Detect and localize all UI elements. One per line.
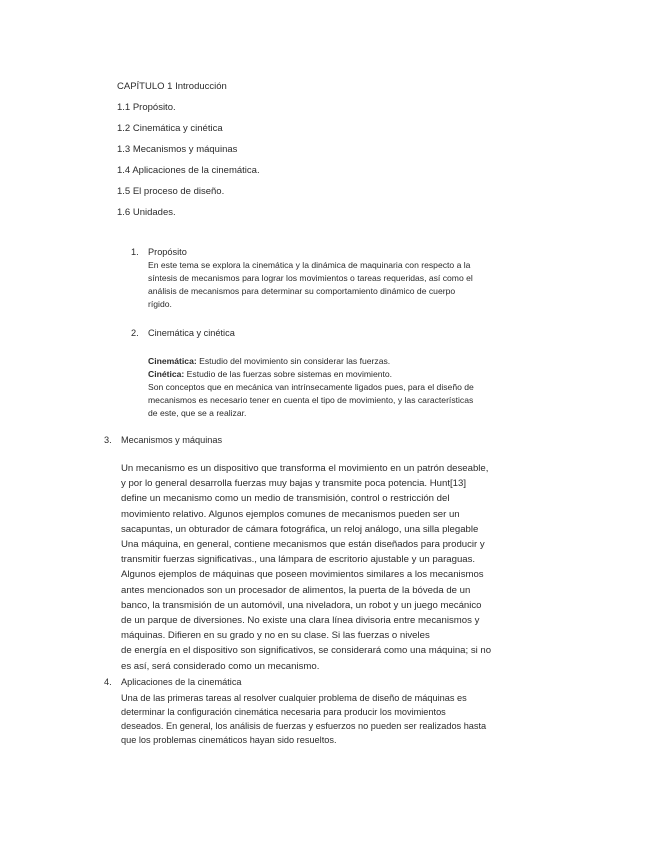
paragraph-line: que los problemas cinemáticos hayan sido resueltos. — [121, 735, 337, 745]
definition-term: Cinética: — [148, 369, 185, 379]
section-3-heading: Mecanismos y máquinas — [121, 435, 223, 445]
paragraph-line: define un mecanismo como un medio de transmisión, control o restricción del — [121, 493, 450, 505]
section-4-body — [121, 691, 486, 747]
paragraph-line: de energía en el dispositivo son significativos, se considerará como una máquina; si no — [121, 645, 492, 657]
paragraph-line: En este tema se explora la cinemática y la dinámica de maquinaria con respecto a la — [148, 260, 471, 270]
paragraph-line: mecanismos es necesario tener en cuenta el tipo de movimiento, y las características — [148, 395, 474, 405]
section-2-number: 2. — [131, 328, 139, 338]
paragraph-line: Una máquina, en general, contiene mecanismos que están diseñados para producir y — [121, 539, 485, 551]
paragraph-line: Algunos ejemplos de máquinas que poseen movimientos similares a los mecanismos — [121, 569, 484, 581]
toc-item: 1.4 Aplicaciones de la cinemática. — [117, 165, 260, 176]
paragraph-line: Son conceptos que en mecánica van intrínsecamente ligados pues, para el diseño de — [148, 382, 474, 392]
paragraph-line: y por lo general desarrolla fuerzas muy bajas y transmite poca potencia. Hunt[13] — [121, 478, 467, 490]
paragraph-line: Una de las primeras tareas al resolver cualquier problema de diseño de máquinas es — [121, 693, 467, 703]
paragraph-line: rígido. — [148, 299, 172, 309]
section-4-heading: Aplicaciones de la cinemática — [121, 677, 242, 687]
toc-chapter-title: CAPÍTULO 1 Introducción — [117, 81, 227, 92]
section-2-body — [148, 355, 474, 420]
definition-kinematics — [148, 355, 474, 368]
section-4-number: 4. — [104, 677, 112, 687]
definition-text: Estudio del movimiento sin considerar las fuerzas. — [196, 356, 391, 366]
toc-item: 1.1 Propósito. — [117, 102, 176, 113]
paragraph-line: antes mencionados son un procesador de alimentos, la puerta de la bóveda de un — [121, 584, 471, 596]
paragraph-line: de este, que se a realizar. — [148, 408, 247, 418]
toc-item: 1.2 Cinemática y cinética — [117, 123, 223, 134]
definition-kinetics — [148, 368, 474, 381]
section-1-heading: Propósito — [148, 247, 187, 257]
toc-item: 1.3 Mecanismos y máquinas — [117, 144, 238, 155]
section-1-number: 1. — [131, 247, 139, 257]
paragraph-line: síntesis de mecanismos para lograr los movimientos o tareas requeridas, así como el — [148, 273, 473, 283]
table-of-contents — [117, 80, 260, 227]
paragraph-line: transmitir fuerzas significativas., una lámpara de escritorio ajustable y un paraguas. — [121, 554, 476, 566]
paragraph-line: banco, la transmisión de un automóvil, una niveladora, un robot y un juego mecánico — [121, 599, 482, 611]
paragraph-line: de un parque de diversiones. No existe una clara línea divisoria entre mecanismos y — [121, 615, 480, 627]
paragraph-line: Un mecanismo es un dispositivo que transforma el movimiento en un patrón deseable, — [121, 463, 489, 474]
paragraph-line: máquinas. Difieren en su grado y no en su clase. Si las fuerzas o niveles — [121, 630, 430, 642]
paragraph-line: movimiento relativo. Algunos ejemplos comunes de mecanismos pueden ser un — [121, 508, 460, 520]
paragraph-line: determinar la configuración cinemática necesaria para producir los movimientos — [121, 707, 446, 717]
definition-term: Cinemática: — [148, 356, 197, 366]
definition-text: Estudio de las fuerzas sobre sistemas en movimiento. — [184, 369, 393, 379]
paragraph-line: análisis de mecanismos para determinar su comportamiento dinámico de cuerpo — [148, 286, 456, 296]
section-3-body — [121, 461, 491, 674]
paragraph-line: sacapuntas, un obturador de cámara fotográfica, un reloj análogo, una silla plegable — [121, 523, 479, 535]
section-2-heading: Cinemática y cinética — [148, 328, 235, 338]
toc-item: 1.5 El proceso de diseño. — [117, 186, 225, 197]
section-3-number: 3. — [104, 435, 112, 445]
section-1-body — [148, 259, 473, 311]
paragraph-line: es así, será considerado como un mecanismo. — [121, 660, 320, 672]
toc-item: 1.6 Unidades. — [117, 207, 176, 218]
paragraph-line: deseados. En general, los análisis de fuerzas y esfuerzos no pueden ser realizados hasta — [121, 721, 487, 731]
